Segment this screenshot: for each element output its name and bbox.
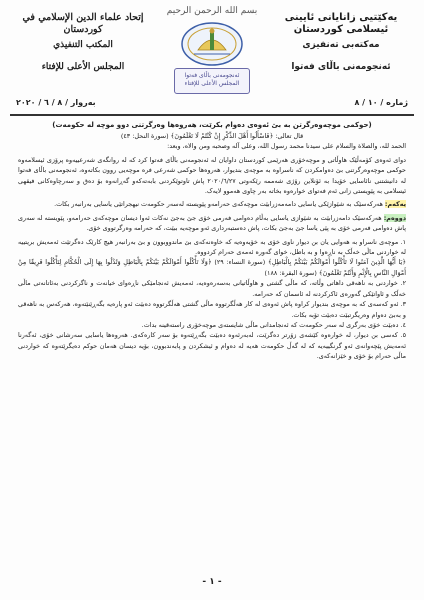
reason-five: ٥. کەسی بن دیوار، لە خوارەوە کێشەی زۆرتر دەگرێت، لەبەرئەوە دەبێت بگەڕێتەوە بۆ سەر کارەکەی. هەروەها یاسایی سەرشانی خۆی، ئەگەرنا ئەمەیش پێچەوانەی ئەو گرنگییەیە کە لە گەڵ حکومەت هەیە لە دەوام و ئیشکردن و پابەندبوون، بۆیە دیسان هەمان حوکم دەیگرێتەوە کە خواردنی ماڵی حەرام بۆ خۆی و خێزانەکەی. [18, 331, 406, 361]
council-name-kurdish: ئەنجومەنی باڵای فەتوا [291, 62, 391, 72]
reference-number: ژمارە / ١٠ / ٨ [354, 98, 408, 107]
reference-date: بەروار / ٨ / ٦ / ٢٠٢٠ [16, 98, 96, 107]
reference-bar [16, 98, 408, 112]
point-two [18, 213, 406, 234]
org-name-kurdish: یەکێتیی زانایانی ئایینی ئیسلامی کوردستان [284, 12, 398, 35]
reason-two: ٢. خواردنی بە ناهەقی داهاتی وڵاتە، کە ماڵی گشتی و هاوڵاتیانی بەسەرەوەیە، ئەمەیش ئەنجامێکی ناڕەوای خیانەت و ناگرکردنی بەئاتانەتی ماڵی خەڵک و ئاواتێکی گەورەی ئاکرکردنە لە ئاسمان کە حەرامە. [18, 279, 406, 298]
point-one [18, 199, 406, 209]
header-divider [10, 114, 414, 116]
stamp-line-kurdish: ئەنجومەنی باڵای فەتوا [184, 72, 240, 79]
council-name-arabic: المجلس الأعلى للإفتاء [41, 62, 125, 72]
quran-quote: قال تعالى: ﴿فَاسْأَلُوا أَهْلَ الذِّكْرِ إِنْ كُنْتُمْ لَا تَعْلَمُونَ﴾ (سورة النحل: ٤٣) [120, 132, 304, 140]
page-number: - ١ - [202, 577, 222, 587]
point-two-text: هەرکەسێک دامەزرابێت بە شێوازی یاسایی بەڵام دەوامی فەرمی خۆی جێ بەجێ نەکات ئەوا دیسان موچەکەی حەرامەو، پێویستە لە سەری پاش دەوامی فەرمی خۆی بە پێی یاسا جێ بەجێ بکات، پاش دەستبەرداری ئەو موچەیە ببێت، کە حەرامە وەرگرتووی خۆی. [18, 213, 406, 233]
point-two-label: دووەم: [383, 213, 406, 222]
header-kurdish [266, 12, 416, 73]
quran-verses: ﴿يَا أَيُّهَا الَّذِينَ آمَنُوا لَا تَأْكُلُوا أَمْوَالَكُمْ بَيْنَكُمْ بِالْبَاطِلِ﴾ (سورة النساء: ٢٩) ﴿وَلَا تَأْكُلُوا أَمْوَالَكُمْ بَيْنَكُمْ بِالْبَاطِلِ وَتُدْلُوا بِهَا إِلَى الْحُكَّامِ لِتَأْكُلُوا فَرِيقًا مِنْ أَمْوَالِ النَّاسِ بِالْإِثْمِ وَأَنْتُمْ تَعْلَمُونَ﴾ (سورة البقرة: ١٨٨) [18, 258, 406, 277]
header-emblem [160, 4, 264, 96]
fatwa-body [18, 120, 406, 362]
praise-line: الحمد لله، والصلاة والسلام على سيدنا محمد رسول الله، وعلى آله وصحبه ومن والاه، وبعد: [167, 142, 406, 151]
point-one-text: هەرکەسێک بە شێوازێکی یاسایی دامەمەزرابێت موچەکەی حەرامەو پێویستە لەسەر حکومەت نیهجراتێی یاسایی بەرانبەر بکات. [54, 200, 383, 209]
office-name-kurdish: مەکتەبی تەنفیزی [302, 40, 380, 50]
reason-one: ١. موچەی ناسراو بە هەوایی یان بن دیوار ناوی خۆی بە خۆیەوەیە کە خاوەنەکەی بێ ماندووبوون و بێ بەرانبەر هیچ کارێک دەگرتێت ئەمەیش بریتییە لە خواردنی ماڵی خەڵک بە ناڕەوا و بە باطل، خوای گەورە ئەمەی حەرام کردووە. [18, 237, 406, 257]
intro-paragraph: دوای ئەوەی کۆمەڵێک هاوڵاتی و موچەخۆری هەرێمی کوردستان داوایان لە ئەنجومەنی باڵای فەتوا کرد کە لە روانگەی شەرعییەوە پرۆزی ئیسلامەوە حوکمی موچەوەرگرتنی بێ دەوامکردن کە ناسراوە بە موچەی بندیوار، هەروەها حوکمی شەرعی فرە موچەیی روون بکاتەوە، ئەنجومەنی باڵای فەتوا لە دانیشتنی نائاسایی خۆیدا بە ئۆنلاین رۆژی شەممە رێکەوتی ٢٠٢٠/٦/٢٧ پاش تاوتوێکردنی بابەتەکەو گەڕانەوە بۆ دەق و سەرچاوەکانی فیقهی ئیسلامی بە پێویستی زانی ئەم فەتوای خوارەوە بخاتە بەر چاوی هەموو لایەک. [18, 155, 406, 196]
union-logo-icon [180, 20, 244, 68]
stamp-line-arabic: المجلس الأعلى للإفتاء [184, 80, 240, 87]
org-name-arabic: إتحاد علماء الدين الإسلامي في كوردستان [22, 12, 144, 35]
council-stamp [174, 68, 250, 94]
reason-three: ٣. ئەو کەسەی کە بە موچەی بندیوار کراوە پاش ئەوەی لە کار هەڵگرتووە ماڵی گشتی هەڵگرتووە دەبێت ئەو پارەیە بگەڕێنێتەوە، هەرکەس بە ناهەقی و بەبێ دەوام وەریگرتبێت دەبێت تۆبە بکات. [18, 300, 406, 319]
point-one-label: یەکەم: [384, 200, 406, 209]
reason-four: ٤. دەبێت خۆی بەرگری لە سەر حکومەت کە ئەنجامدانی ماڵی شایستەی موچەخۆری راستەقینە بدات. [141, 320, 406, 329]
header-arabic [8, 12, 158, 73]
office-name-arabic: المكتب التنفيذي [53, 40, 113, 50]
fatwa-title: (حوکمی موچەوەرگرتن بە بێ ئەوەی دەوام بکرێت، هەروەها وەرگرتنی دوو موچە لە حکومەت) [52, 121, 372, 129]
basmala-text: بسم الله الرحمن الرحيم [166, 6, 258, 16]
